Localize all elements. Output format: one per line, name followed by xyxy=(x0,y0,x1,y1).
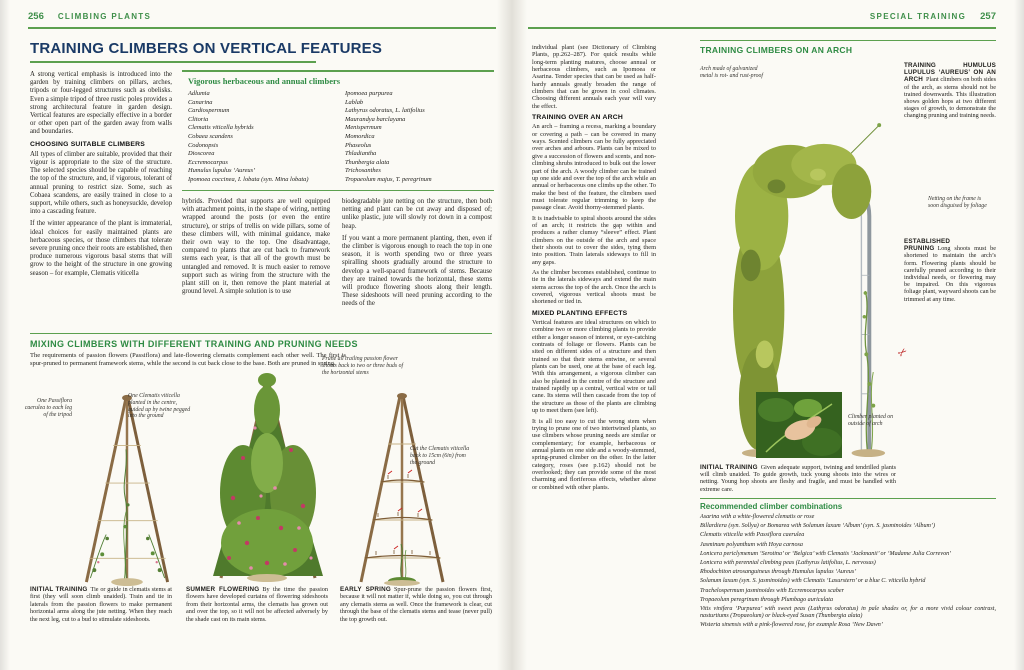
caption-text: Long shoots must be shortened to maintain the arch’s form. Flowering plants should be carefully pruned according to their individual needs, or flowering may be impaired. On this vigorous foliage plant, wayward shoots can be trimmed at any time. xyxy=(904,245,996,303)
plant-name: Codonopsis xyxy=(188,141,219,149)
plant-name: Humulus lupulus ‘Aureus’ xyxy=(188,167,256,175)
vigorous-box-heading: Vigorous herbaceous and annual climbers xyxy=(188,76,341,86)
caption-label: SUMMER FLOWERING xyxy=(186,586,260,593)
plant-name: Dioscorea xyxy=(188,150,215,158)
combinations-rule xyxy=(700,498,996,499)
caption-text: By the time the passion flowers have developed curtains of flowering sideshoots from their horizontal arms, the clematis has grown out and over the top, so it will not be affected adversely by the shade cast on its main stems. xyxy=(186,586,328,623)
choosing-paragraph-1: All types of climber are suitable, provided that their vigour is appropriate to the size of the structure. The selected species should be capable of reaching the top of the structure, and, if vigorous, tolerant of annual pruning to restrict size. Some, such as Cobaea scandens, are easily trained in close to a support, while others, such as honeysuckle, develop into a cascading feature. xyxy=(30,150,172,216)
tripod-summer-flowering-illustration xyxy=(203,368,333,584)
right-header-rule xyxy=(528,27,996,29)
right-text-column xyxy=(532,44,656,494)
plant-name: Maurandya barclayana xyxy=(345,115,406,123)
plant-name: Cardiospermum xyxy=(188,107,230,115)
combinations-list xyxy=(700,514,996,632)
plant-name: Ipomoea purpurea xyxy=(345,90,393,97)
combination-item: Lonicera with perennial climbing peas (Lathyrus latifolius, L. nervosus) xyxy=(700,560,876,567)
plant-name: Eccremocarpus xyxy=(188,158,228,166)
annotation-arch-frame: Arch made of galvanized metal is rot- and rust-proof xyxy=(700,66,764,79)
combination-item: Billardiera (syn. Sollya) or Bomarea with Solanum laxum ‘Album’ (syn. S. jasminoides ‘Album’) xyxy=(700,523,935,530)
continuation-paragraph-3: If you want a more permanent planting, then, even if the climber is vigorous enough to reach the top in one season, it is worth spending two or three years spiralling shoots gradually around the structure to develop a well-spaced framework of stems. Because they are trained towards the horizontal, these stems will produce flowering shoots along their length. These sideshoots will need pruning according to the needs of the xyxy=(342,234,492,308)
caption-early-spring xyxy=(340,586,492,623)
title-rule xyxy=(30,61,316,63)
arch-panel-heading: TRAINING CLIMBERS ON AN ARCH xyxy=(700,45,853,55)
right-running-head: SPECIAL TRAINING xyxy=(869,12,967,21)
initial-training-photo xyxy=(756,392,842,458)
plant-name: Menispermum xyxy=(345,124,382,132)
plant-name: Trichosanthes xyxy=(345,167,381,175)
plant-name: Clematis viticella hybrids xyxy=(188,124,254,132)
caption-text: Plant climbers on both sides of the arch, as stems should not be trained downwards. This illustration shows golden hops at two different stages of growth, to demonstrate the changing pruning and training needs. xyxy=(904,76,996,120)
page-title: TRAINING CLIMBERS ON VERTICAL FEATURES xyxy=(30,40,383,57)
page-edge-left xyxy=(0,0,10,670)
annotation-climber-planted: Climber planted on outside of arch xyxy=(848,414,894,427)
combination-item: Wisteria sinensis with a pink-flowered rose, for example Rosa ‘New Dawn’ xyxy=(700,622,883,629)
mixing-section-rule xyxy=(30,333,492,334)
mixed-paragraph-1: Vertical features are ideal structures on which to combine two or more climbing plants to provide either a longer season of interest, or eye-catching contrasts of foliage or flowers. Plants can be sited on different sides of a structure and then trained so that their stems entwine, or several plants can be used, one at the base of each leg. With this arrangement, a vigorous climber can also be planted in the centre of the structure and trained rapidly up a central, vertical wire or tall cane. Its stems will then cascade from the top of the structure as those of the plants are climbing up to meet them (see left). xyxy=(532,319,656,415)
caption-text: Tie or guide in clematis stems at first (they will soon climb unaided). Train and tie in laterals from the passion flowers to make permanent horizontal arms along the jute netting. When they reach the next leg, cut to a bud to stimulate sideshoots. xyxy=(30,586,173,623)
annotation-clematis: One Clematis viticella planted in the centre, guided up by twine pegged into the ground xyxy=(128,393,191,420)
plant-name: Cobaea scandens xyxy=(188,132,233,140)
caption-initial-training xyxy=(30,586,172,623)
mixing-intro: The requirements of passion flowers (Passiflora) and late-flowering clematis complement each other well. The first is spur-pruned to permanent framework stems, while the second is cut back close to the base. Both are pruned in spring. xyxy=(30,352,346,367)
established-pruning-caption xyxy=(904,238,996,303)
left-running-head: CLIMBING PLANTS xyxy=(57,12,152,21)
plant-name: Thladiantha xyxy=(345,150,377,158)
caption-label: EARLY SPRING xyxy=(340,586,391,593)
annotation-netting: Netting on the frame is soon disguised by foliage xyxy=(928,196,987,209)
arch-panel-rule xyxy=(700,40,996,41)
combinations-heading: Recommended climber combinations xyxy=(700,502,843,511)
plant-name: Lablab xyxy=(345,98,364,106)
tripod-early-spring-illustration xyxy=(348,386,456,586)
right-paragraph-1: individual plant (see Dictionary of Climbing Plants, pp.262–287). For quick results while long-term planting matures, choose annual or herbaceous climbers, such as Ipomoea or Asarina. Tender species that can be used as half-hardy annuals greatly broaden the range of climbers that can be grown in cool climates. Choosing different annuals each year will vary the effect. xyxy=(532,44,656,110)
left-page-number: 256 xyxy=(28,11,44,22)
annotation-prune: Prune all trailing passion flower shoots back to two or three buds of the horizontal stems xyxy=(322,356,404,376)
combination-item: Rhodochiton atrosanguineus through Humulus lupulus ‘Aureus’ xyxy=(700,569,857,576)
combination-item: Clematis viticella with Passiflora caerulea xyxy=(700,532,805,539)
plant-name: Thunbergia alata xyxy=(345,158,390,166)
caption-text: Spur-prune the passion flowers first, because it will not matter if, while doing so, you cut through any clematis stems as well. Once the framework is clear, cut through the base of the clematis stems and tease (never pull) the top growth out. xyxy=(340,586,492,623)
continuation-paragraph-1: hybrids. Provided that supports are well equipped with attachment points, in the shape of wiring, netting wrapped around the posts (or even the entire structure), or strips of trellis on wide pillars, some of these climbers will, with minimal guidance, make their own way to the top. One disadvantage, compared to plants that are cut back to framework stems each year, is that all of the growth must be untangled and removed. It is much easier to remove support such as wiring from the structure with the plant still on it, then remove the plant material at ground level. A simple solution is to use xyxy=(182,198,330,296)
vigorous-box-list-1 xyxy=(188,90,331,185)
combination-item: Tropaeolum peregrinum through Plumbago auriculata xyxy=(700,596,834,603)
intro-paragraph: A strong vertical emphasis is introduced into the garden by training climbers on pillars, arches, tripods or four-legged structures such as obelisks. Even a simple tripod of three rustic poles provides a strong architectural feature in garden design. Vertical features are especially effective in a border or other open part of the garden away from walls and boundaries. xyxy=(30,71,172,136)
combination-item: Trachelospermum jasminoides with Eccremocarpus scaber xyxy=(700,587,844,594)
choosing-paragraph-2: If the winter appearance of the plant is immaterial, ideal choices for easily maintained plants are herbaceous species, or those climbers that tolerate severe pruning once their roots are established, then produce numerous vigorous basal stems that will grow to the height of the structure in one growing season – for example, Clematis viticella xyxy=(30,220,172,277)
left-column-3 xyxy=(342,198,492,313)
annotation-cut: Cut the Clematis viticella back to 15cm (6in) from the ground xyxy=(410,446,470,466)
mixed-paragraph-2: It is all too easy to cut the wrong stem when trying to prune one of two intertwined plants, so use climbers whose pruning needs are similar or complementary; for example, herbaceous or annual plants on one side and a woody-stemmed, spring-pruned climber on the other. In the latter category, roses (see p.162) should not be overlooked; they can provide some of the most charming and floriferous effects, whether alone or combined with other plants. xyxy=(532,417,656,491)
left-running-header xyxy=(28,11,151,22)
arch-paragraph-2: It is inadvisable to spiral shoots around the sides of an arch; it restricts the gap within and produces a rather clumsy “sleeve” effect. Plant climbers on the outside of the arch and space their shoots out to cover the sides, tying them into position. Train laterals sideways to fill in any gaps. xyxy=(532,214,656,266)
plant-name: Phaseolus xyxy=(345,141,372,149)
plant-name: Tropaeolum majus, T. peregrinum xyxy=(345,175,432,183)
page-edge-right xyxy=(1014,0,1024,670)
left-header-rule xyxy=(28,27,496,29)
vigorous-box-list-2 xyxy=(345,90,488,185)
page-gutter xyxy=(497,0,527,670)
caption-label: INITIAL TRAINING xyxy=(30,586,88,593)
pruning-scissors-icon: ✂ xyxy=(895,345,911,361)
plant-name: Momordica xyxy=(345,132,375,140)
initial-training-caption xyxy=(700,464,896,493)
choosing-heading: CHOOSING SUITABLE CLIMBERS xyxy=(30,140,145,148)
combination-item: Jasminum polyanthum with Hoya carnosa xyxy=(700,541,803,548)
right-page-number: 257 xyxy=(980,11,996,22)
arch-paragraph-1: An arch – framing a recess, marking a boundary or covering a path – can be covered in many ways. Scented climbers can be fully appreciated over arches and arbours. Plants can be mixed to give a succession of flowers and scents, and non-climbing shrubs introduced to bulk out the lower part of the arch. A woody climber can be trained up one side and over the top of the arch while an annual or herbaceous one climbs up the other. To make the best of the feature, the climbers used must tolerate regular trimming to keep the passage clear. Avoid thorny-stemmed plants. xyxy=(532,123,656,212)
caption-text: Given adequate support, twining and tendrilled plants will climb unaided. To guide growth, tuck young shoots into the wires or netting. Young hop shoots are fleshy and fragile, and must be handled with extreme care. xyxy=(700,464,896,493)
combination-item: Solanum laxum (syn. S. jasminoides) with Clematis ‘Lasurstern’ or a blue C. viticella hybrid xyxy=(700,578,926,585)
caption-label: TRAINING HUMULUS LUPULUS ‘AUREUS’ ON AN ARCH xyxy=(904,62,996,84)
caption-summer-flowering xyxy=(186,586,328,623)
mixing-heading: MIXING CLIMBERS WITH DIFFERENT TRAINING AND PRUNING NEEDS xyxy=(30,339,358,349)
combination-item: Vitis vinifera ‘Purpurea’ with sweet peas (Lathyrus odoratus) in pale shades or, for a more vivid colour contrast, nasturtiums (Tropaeolum) or black-eyed Susan (Thunbergia alata) xyxy=(700,606,996,620)
annotation-passiflora: One Passiflora caerulea to each leg of the tripod xyxy=(24,398,72,418)
plant-name: Ipomoea coccinea, I. lobata (syn. Mina lobata) xyxy=(188,175,309,183)
plant-name: Lathyrus odoratus, L. latifolius xyxy=(345,107,425,115)
training-on-arch-caption xyxy=(904,62,996,120)
plant-name: Adlumia xyxy=(188,90,210,97)
right-running-header xyxy=(528,11,996,22)
training-over-arch-heading: TRAINING OVER AN ARCH xyxy=(532,114,623,122)
vigorous-climbers-box xyxy=(182,70,494,191)
plant-name: Clitoria xyxy=(188,115,209,123)
left-column-1 xyxy=(30,71,172,282)
plant-name: Canarina xyxy=(188,98,213,106)
left-column-2 xyxy=(182,198,330,300)
caption-label: ESTABLISHED PRUNING xyxy=(904,238,951,253)
combination-item: Asarina with a white-flowered clematis or rose xyxy=(700,514,815,520)
continuation-paragraph-2: biodegradable jute netting on the structure, then both netting and plant can be cut away and disposed of; unlike plastic, jute will slowly rot down in a compost heap. xyxy=(342,198,492,230)
arch-paragraph-3: As the climber becomes established, continue to tie in the laterals sideways and extend the main stems across the top of the arch. Once the arch is covered, vigorous vertical shoots must be shortened or tied in. xyxy=(532,268,656,306)
mixed-planting-heading: MIXED PLANTING EFFECTS xyxy=(532,309,628,317)
caption-label: INITIAL TRAINING xyxy=(700,464,758,471)
combination-item: Lonicera periclymenum ‘Serotina’ or ‘Belgica’ with Clematis ‘Jackmanii’ or ‘Madame Julia Correvon’ xyxy=(700,550,952,557)
